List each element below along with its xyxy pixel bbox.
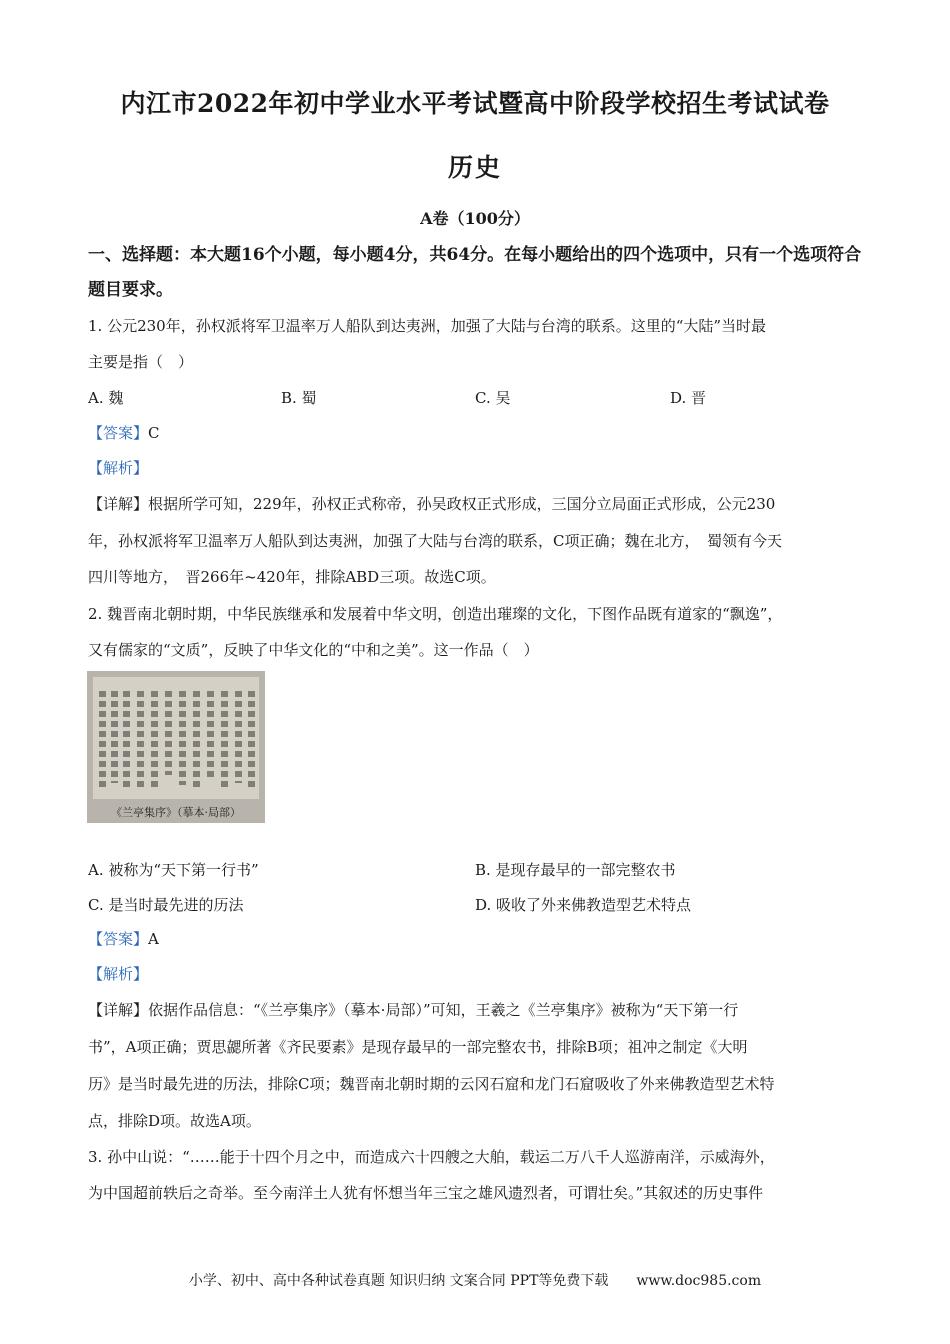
q2-analysis	[88, 964, 870, 984]
q2-detail-line-3: 历》是当时最先进的历法，排除C项；魏晋南北朝时期的云冈石窟和龙门石窟吸收了外来佛教造型艺术特	[88, 1075, 775, 1093]
paper-section-label: A卷（100分）	[420, 209, 530, 228]
answer-tag: 【答案】	[88, 424, 149, 442]
q2-answer	[88, 929, 870, 949]
q1-detail-line-1: 【详解】根据所学可知，229年，孙权正式称帝，孙吴政权正式形成，三国分立局面正式形成，公元230	[88, 495, 776, 513]
page-footer: 小学、初中、高中各种试卷真题 知识归纳 文案合同 PPT等免费下载 www.doc985.com	[188, 1273, 762, 1289]
q1-detail-line-2: 年，孙权派将军卫温率万人船队到达夷洲，加强了大陆与台湾的联系，C项正确；魏在北方， 蜀领有今天	[88, 532, 782, 550]
answer-tag: 【答案】	[88, 930, 149, 948]
analysis-tag: 【解析】	[88, 965, 149, 983]
calligraphy-page	[93, 677, 259, 799]
exam-title: 内江市2022年初中学业水平考试暨高中阶段学校招生考试试卷	[120, 89, 830, 118]
q1-option-c: C. 吴	[475, 389, 511, 407]
q2-stem-line-2: 又有儒家的“文质”，反映了中华文化的“中和之美”。这一作品（ ）	[88, 641, 539, 659]
figure-caption: 《兰亭集序》（摹本·局部）	[111, 806, 241, 819]
q1-option-b: B. 蜀	[281, 389, 317, 407]
lanting-calligraphy-image	[87, 671, 265, 823]
detail-tag: 【详解】	[88, 495, 149, 513]
q2-option-b: B. 是现存最早的一部完整农书	[475, 861, 676, 879]
q3-stem-line-1: 3. 孙中山说：“……能于十四个月之中，而造成六十四艘之大舶，载运二万八千人巡游南洋，示威海外，	[88, 1148, 775, 1166]
section-instruction: 一、选择题：本大题16个小题，每小题4分，共64分。在每小题给出的四个选项中，只有一个选项符合题目要求。	[88, 245, 862, 300]
detail-tag: 【详解】	[88, 1001, 149, 1019]
q1-analysis	[88, 458, 870, 478]
q1-stem-line-2: 主要是指（ ）	[88, 353, 194, 371]
q1-detail-line-3: 四川等地方， 晋266年~420年，排除ABD三项。故选C项。	[88, 568, 496, 586]
q2-option-c: C. 是当时最先进的历法	[88, 896, 244, 914]
q1-answer-value: C	[148, 424, 160, 442]
q2-detail-line-1: 【详解】依据作品信息：“《兰亭集序》（摹本·局部）”可知，王羲之《兰亭集序》被称为“天下第一行	[88, 1001, 739, 1019]
q3-stem-line-2: 为中国超前轶后之奇举。至今南洋土人犹有怀想当年三宝之雄风遗烈者，可谓壮矣。”其叙述的历史事件	[88, 1184, 764, 1202]
q2-detail-line-2: 书”，A项正确；贾思勰所著《齐民要素》是现存最早的一部完整农书，排除B项；祖冲之制定《大明	[88, 1038, 748, 1056]
q2-option-a: A. 被称为“天下第一行书”	[88, 861, 259, 879]
q1-option-a: A. 魏	[88, 389, 124, 407]
exam-subject: 历史	[447, 153, 502, 182]
q2-answer-value: A	[148, 930, 159, 948]
q1-answer	[88, 423, 870, 443]
q2-detail-line-4: 点，排除D项。故选A项。	[88, 1112, 261, 1130]
q1-stem-line-1: 1. 公元230年，孙权派将军卫温率万人船队到达夷洲，加强了大陆与台湾的联系。这里的“大陆”当时最	[88, 317, 767, 335]
analysis-tag: 【解析】	[88, 459, 149, 477]
q2-option-d: D. 吸收了外来佛教造型艺术特点	[475, 896, 692, 914]
q2-stem-line-1: 2. 魏晋南北朝时期，中华民族继承和发展着中华文明，创造出璀璨的文化，下图作品既有道家的“飘逸”，	[88, 605, 783, 623]
q1-option-d: D. 晋	[670, 389, 707, 407]
